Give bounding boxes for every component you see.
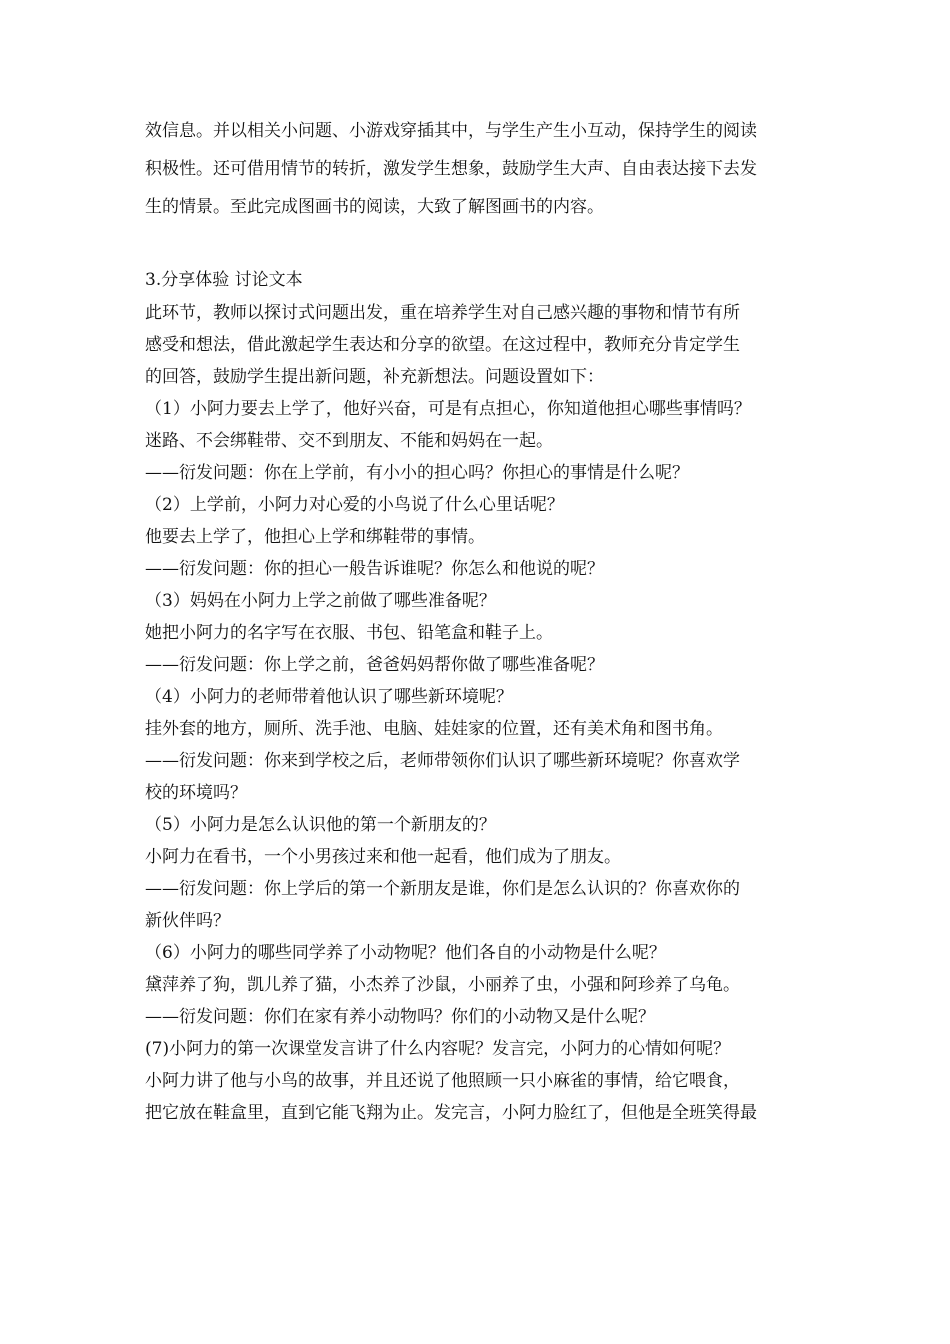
- question-line: （4）小阿力的老师带着他认识了哪些新环境呢？: [145, 687, 513, 707]
- question-line: （3）妈妈在小阿力上学之前做了哪些准备呢？: [145, 591, 496, 611]
- question-line: （1）小阿力要去上学了，他好兴奋，可是有点担心，你知道他担心哪些事情吗？: [145, 399, 751, 419]
- followup-line: ——衍发问题：你们在家有养小动物吗？你们的小动物又是什么呢？: [145, 1007, 655, 1027]
- answer-line: 小阿力讲了他与小鸟的故事，并且还说了他照顾一只小麻雀的事情，给它喂食，: [145, 1071, 740, 1091]
- followup-line: ——衍发问题：你在上学前，有小小的担心吗？你担心的事情是什么呢？: [145, 463, 689, 483]
- section-body: [145, 297, 825, 1129]
- text-line: 感受和想法，借此激起学生表达和分享的欲望。在这过程中，教师充分肯定学生: [145, 335, 740, 355]
- text-line: 的回答，鼓励学生提出新问题，补充新想法。问题设置如下：: [145, 367, 604, 387]
- text-line: 积极性。还可借用情节的转折，激发学生想象，鼓励学生大声、自由表达接下去发: [145, 159, 757, 179]
- text-line: 此环节，教师以探讨式问题出发，重在培养学生对自己感兴趣的事物和情节有所: [145, 303, 740, 323]
- question-line: （6）小阿力的哪些同学养了小动物呢？他们各自的小动物是什么呢？: [145, 943, 666, 963]
- answer-line: 小阿力在看书，一个小男孩过来和他一起看，他们成为了朋友。: [145, 847, 621, 867]
- text-line: 生的情景。至此完成图画书的阅读，大致了解图画书的内容。: [145, 197, 604, 217]
- followup-line: ——衍发问题：你来到学校之后，老师带领你们认识了哪些新环境呢？你喜欢学: [145, 751, 740, 771]
- followup-line: 新伙伴吗？: [145, 911, 230, 931]
- followup-line: 校的环境吗？: [145, 783, 247, 803]
- answer-line: 他要去上学了，他担心上学和绑鞋带的事情。: [145, 527, 485, 547]
- section-heading: 3.分享体验 讨论文本: [145, 270, 303, 290]
- answer-line: 黛萍养了狗，凯儿养了猫，小杰养了沙鼠，小丽养了虫，小强和阿珍养了乌龟。: [145, 975, 740, 995]
- question-line: （2）上学前，小阿力对心爱的小鸟说了什么心里话呢？: [145, 495, 564, 515]
- answer-line: 把它放在鞋盒里，直到它能飞翔为止。发完言，小阿力脸红了，但他是全班笑得最: [145, 1103, 757, 1123]
- followup-line: ——衍发问题：你上学后的第一个新朋友是谁，你们是怎么认识的？你喜欢你的: [145, 879, 740, 899]
- answer-line: 挂外套的地方，厕所、洗手池、电脑、娃娃家的位置，还有美术角和图书角。: [145, 719, 723, 739]
- question-line: (7)小阿力的第一次课堂发言讲了什么内容呢？发言完，小阿力的心情如何呢？: [145, 1039, 731, 1059]
- followup-line: ——衍发问题：你上学之前，爸爸妈妈帮你做了哪些准备呢？: [145, 655, 604, 675]
- followup-line: ——衍发问题：你的担心一般告诉谁呢？你怎么和他说的呢？: [145, 559, 604, 579]
- answer-line: 她把小阿力的名字写在衣服、书包、铅笔盒和鞋子上。: [145, 623, 553, 643]
- answer-line: 迷路、不会绑鞋带、交不到朋友、不能和妈妈在一起。: [145, 431, 553, 451]
- question-line: （5）小阿力是怎么认识他的第一个新朋友的？: [145, 815, 496, 835]
- intro-paragraph: [145, 112, 825, 226]
- text-line: 效信息。并以相关小问题、小游戏穿插其中，与学生产生小互动，保持学生的阅读: [145, 121, 757, 141]
